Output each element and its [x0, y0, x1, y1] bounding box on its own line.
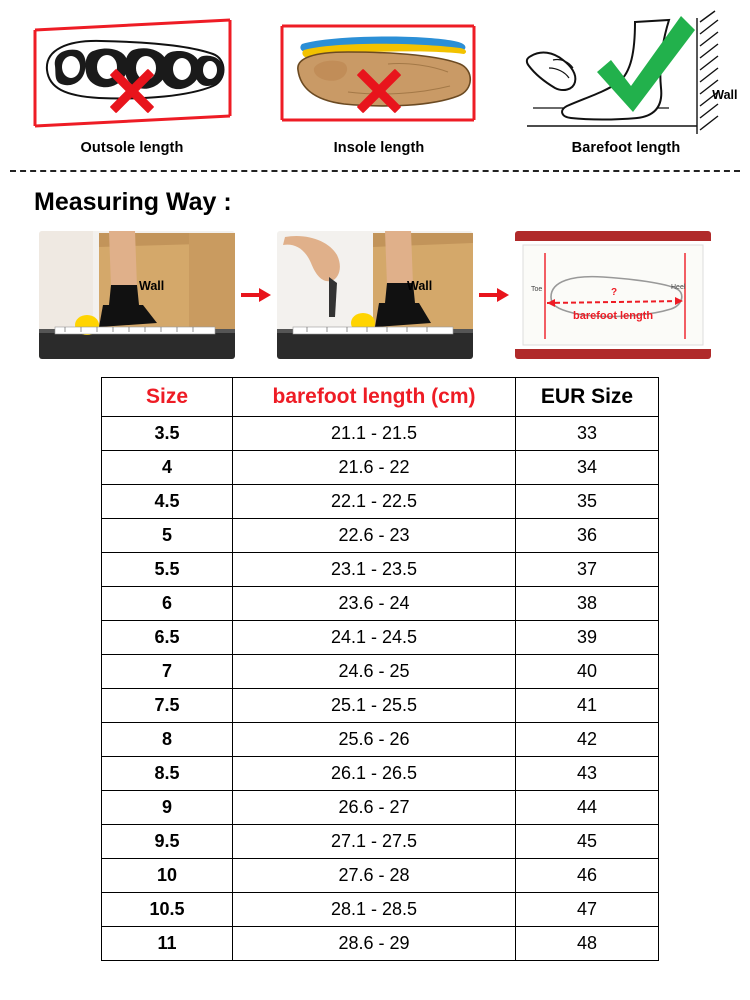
cell-size: 6 — [102, 587, 233, 621]
cell-eur: 47 — [516, 893, 659, 927]
cell-eur: 34 — [516, 451, 659, 485]
table-row — [102, 927, 659, 961]
panel-barefoot — [516, 8, 736, 156]
svg-text:Toe: Toe — [531, 286, 543, 293]
cell-length: 25.1 - 25.5 — [233, 689, 516, 723]
table-row — [102, 587, 659, 621]
panel-caption-barefoot: Barefoot length — [571, 140, 681, 156]
cell-eur: 33 — [516, 417, 659, 451]
header-eur-size: EUR Size — [516, 378, 659, 417]
cell-size: 10 — [102, 859, 233, 893]
cell-size: 8 — [102, 723, 233, 757]
cell-length: 26.1 - 26.5 — [233, 757, 516, 791]
measuring-way-title: Measuring Way : — [34, 188, 232, 216]
cell-length: 21.1 - 21.5 — [233, 417, 516, 451]
red-x-mark-outsole — [105, 64, 159, 118]
wall-label-step-2: Wall — [407, 279, 433, 293]
cell-size: 10.5 — [102, 893, 233, 927]
cell-length: 28.1 - 28.5 — [233, 893, 516, 927]
panel-caption-outsole: Outsole length — [80, 140, 184, 156]
cell-size: 3.5 — [102, 417, 233, 451]
cell-size: 7 — [102, 655, 233, 689]
step-1-photo — [39, 231, 235, 359]
step-3-photo — [515, 231, 711, 359]
table-row — [102, 485, 659, 519]
table-row — [102, 553, 659, 587]
cell-size: 6.5 — [102, 621, 233, 655]
table-row — [102, 723, 659, 757]
table-body — [102, 417, 659, 961]
panel-outsole — [22, 8, 242, 156]
table-row — [102, 451, 659, 485]
svg-text:barefoot length: barefoot length — [573, 310, 654, 322]
cell-eur: 39 — [516, 621, 659, 655]
table-row — [102, 893, 659, 927]
cell-length: 22.6 - 23 — [233, 519, 516, 553]
size-chart-table-wrapper — [101, 377, 649, 961]
red-x-mark-insole — [352, 64, 406, 118]
cell-size: 5.5 — [102, 553, 233, 587]
cell-eur: 41 — [516, 689, 659, 723]
table-row — [102, 791, 659, 825]
wall-label-barefoot: Wall — [712, 88, 738, 102]
table-row — [102, 655, 659, 689]
panel-caption-insole: Insole length — [333, 140, 425, 156]
cell-eur: 42 — [516, 723, 659, 757]
cell-eur: 35 — [516, 485, 659, 519]
cell-length: 23.6 - 24 — [233, 587, 516, 621]
cell-eur: 45 — [516, 825, 659, 859]
cell-length: 25.6 - 26 — [233, 723, 516, 757]
cell-length: 22.1 - 22.5 — [233, 485, 516, 519]
cell-eur: 36 — [516, 519, 659, 553]
cell-length: 21.6 - 22 — [233, 451, 516, 485]
cell-length: 27.6 - 28 — [233, 859, 516, 893]
table-row — [102, 757, 659, 791]
svg-text:Heel: Heel — [671, 284, 686, 291]
size-chart-table — [101, 377, 659, 961]
cell-length: 23.1 - 23.5 — [233, 553, 516, 587]
step-2-photo — [277, 231, 473, 359]
cell-size: 4.5 — [102, 485, 233, 519]
svg-text:?: ? — [611, 287, 618, 298]
cell-length: 26.6 - 27 — [233, 791, 516, 825]
cell-eur: 44 — [516, 791, 659, 825]
cell-size: 9 — [102, 791, 233, 825]
panel-insole — [269, 8, 489, 156]
header-size: Size — [102, 378, 233, 417]
cell-eur: 37 — [516, 553, 659, 587]
table-row — [102, 825, 659, 859]
cell-size: 9.5 — [102, 825, 233, 859]
cell-size: 11 — [102, 927, 233, 961]
cell-length: 24.1 - 24.5 — [233, 621, 516, 655]
table-header-row — [102, 378, 659, 417]
cell-eur: 40 — [516, 655, 659, 689]
arrow-step-2-to-3-icon — [479, 284, 509, 306]
table-row — [102, 689, 659, 723]
cell-length: 24.6 - 25 — [233, 655, 516, 689]
cell-size: 8.5 — [102, 757, 233, 791]
cell-size: 5 — [102, 519, 233, 553]
table-row — [102, 519, 659, 553]
cell-length: 27.1 - 27.5 — [233, 825, 516, 859]
table-row — [102, 417, 659, 451]
barefoot-illustration — [519, 8, 738, 138]
cell-eur: 46 — [516, 859, 659, 893]
insole-illustration — [272, 8, 487, 138]
measuring-steps-row — [0, 231, 750, 359]
cell-eur: 43 — [516, 757, 659, 791]
header-barefoot-length: barefoot length (cm) — [233, 378, 516, 417]
cell-length: 28.6 - 29 — [233, 927, 516, 961]
outsole-illustration — [25, 8, 240, 138]
cell-size: 4 — [102, 451, 233, 485]
barefoot-wall-icon — [519, 8, 734, 138]
cell-eur: 38 — [516, 587, 659, 621]
table-row — [102, 621, 659, 655]
reference-illustrations-row — [0, 0, 750, 156]
cell-eur: 48 — [516, 927, 659, 961]
table-row — [102, 859, 659, 893]
section-divider — [10, 170, 740, 172]
cell-size: 7.5 — [102, 689, 233, 723]
wall-label-step-1: Wall — [139, 279, 165, 293]
arrow-step-1-to-2-icon — [241, 284, 271, 306]
